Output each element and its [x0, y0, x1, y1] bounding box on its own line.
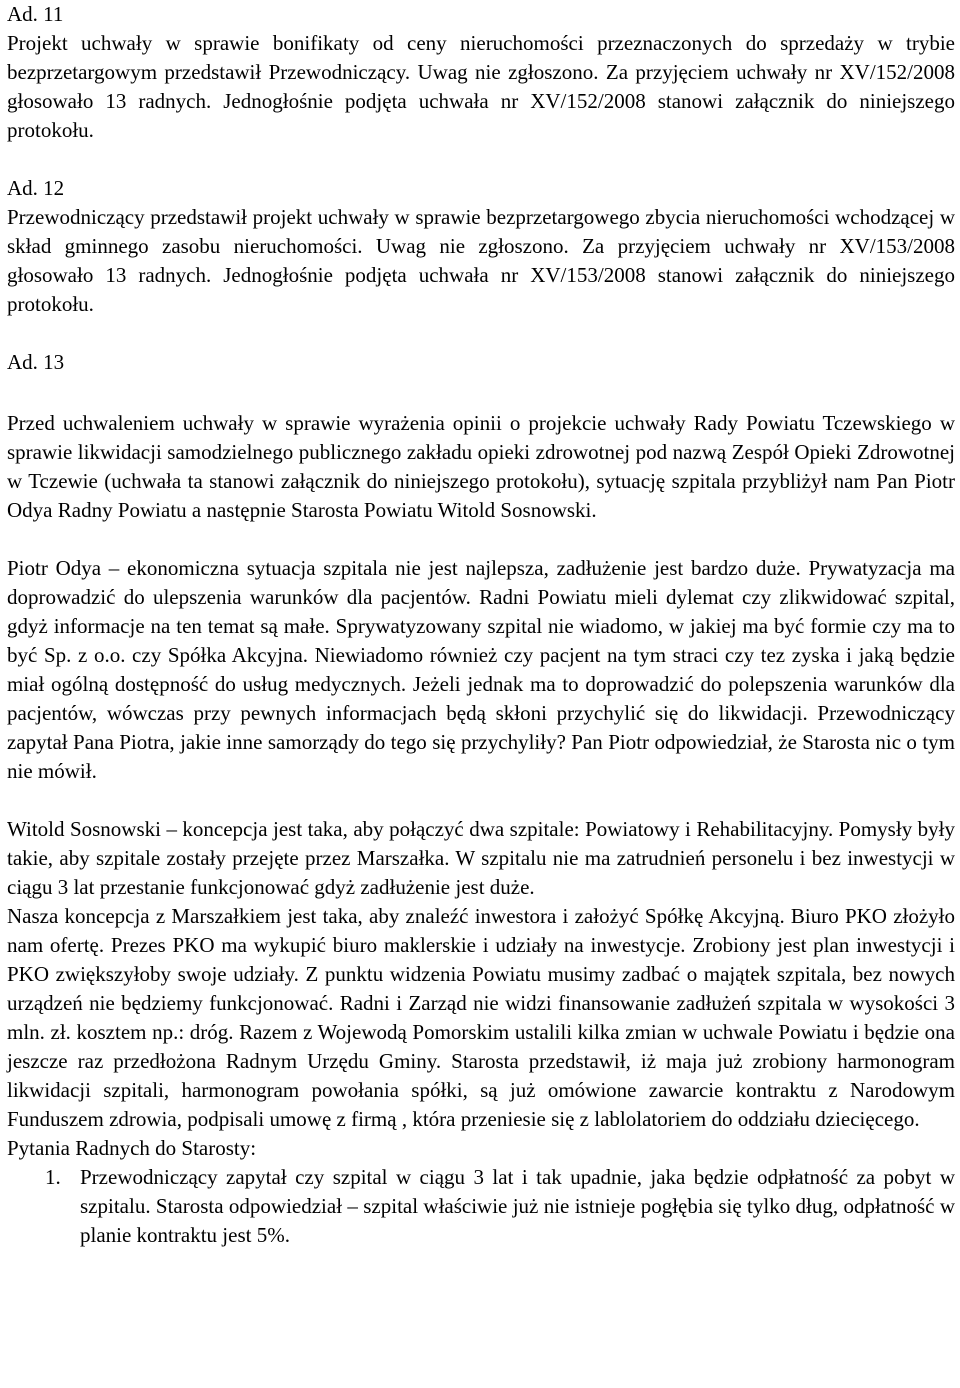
list-item [7, 1163, 955, 1250]
section-heading-ad11: Ad. 11 [7, 2, 64, 26]
questions-list [7, 1163, 955, 1250]
paragraph-ad13-intro: Przed uchwaleniem uchwały w sprawie wyrażenia opinii o projekcie uchwały Rady Powiatu Tczewskiego w sprawie likwidacji samodzielnego publicznego zakładu opieki zdrowotnej pod nazwą Zespół Opieki Zdrowotnej w Tczewie (uchwała ta stanowi załącznik do niniejszego protokołu), sytuację szpitala przybliżył nam Pan Piotr Odya Radny Powiatu a następnie Starosta Powiatu Witold Sosnowski. [7, 411, 955, 522]
paragraph-ad11: Projekt uchwały w sprawie bonifikaty od ceny nieruchomości przeznaczonych do sprzedaży w trybie bezprzetargowym przedstawił Przewodniczący. Uwag nie zgłoszono. Za przyjęciem uchwały nr XV/152/2008 głosowało 13 radnych. Jednogłośnie podjęta uchwała nr XV/152/2008 stanowi załącznik do niniejszego protokołu. [7, 31, 955, 142]
spacer [7, 145, 955, 174]
paragraph-ad12: Przewodniczący przedstawił projekt uchwały w sprawie bezprzetargowego zbycia nieruchomości wchodzącej w skład gminnego zasobu nieruchomości. Uwag nie zgłoszono. Za przyjęciem uchwały nr XV/153/2008 głosowało 13 radnych. Jednogłośnie podjęta uchwała nr XV/153/2008 stanowi załącznik do niniejszego protokołu. [7, 205, 955, 316]
spacer [7, 786, 955, 815]
list-item-number: 1. [45, 1165, 61, 1189]
spacer [7, 377, 955, 409]
spacer [7, 319, 955, 348]
paragraph-sosnowski-statement-2: Nasza koncepcja z Marszałkiem jest taka, aby znaleźć inwestora i założyć Spółkę Akcyjną. Biuro PKO złożyło nam ofertę. Prezes PKO ma wykupić biuro maklerskie i udziały na inwestycje. Zrobiony jest plan inwestycji i PKO zwiększyłoby swoje udziały. Z punktu widzenia Powiatu musimy zadbać o majątek szpitala, bez nowych urządzeń nie będziemy funkcjonować. Radni i Zarząd nie widzi finansowanie zadłużeń szpitala w wysokości 3 mln. zł. kosztem np.: dróg. Razem z Wojewodą Pomorskim ustalili kilka zmian w uchwale Powiatu i będzie ona jeszcze raz przedłożona Radnym Urzędu Gminy. Starosta przedstawił, iż maja już zrobiony harmonogram likwidacji szpitali, harmonogram powołania spółki, są już omówione zawarcie kontraktu z Narodowym Funduszem zdrowia, podpisali umowę z firmą , która przeniesie się z lablolatoriem do oddziału dziecięcego. [7, 904, 955, 1131]
paragraph-odya-statement: Piotr Odya – ekonomiczna sytuacja szpitala nie jest najlepsza, zadłużenie jest bardzo duże. Prywatyzacja ma doprowadzić do ulepszenia warunków dla pacjentów. Radni Powiatu mieli dylemat czy zlikwidować szpital, gdyż informacje na ten temat są małe. Sprywatyzowany szpital nie wiadomo, w jakiej ma być formie czy ma to być Sp. z o.o. czy Spółka Akcyjna. Niewiadomo również czy pacjent na tym straci czy tez zyska i jaką będzie miał ogólną dostępność do usług medycznych. Jeżeli jednak ma to doprowadzić do polepszenia warunków dla pacjentów, wówczas przy pewnych informacjach będą skłoni przychylić się do likwidacji. Przewodniczący zapytał Pana Piotra, jakie inne samorządy do tego się przychyliły? Pan Piotr odpowiedział, że Starosta nic o tym nie mówił. [7, 556, 955, 783]
document-page [7, 0, 955, 1250]
section-heading-ad13: Ad. 13 [7, 350, 65, 374]
list-item-text: Przewodniczący zapytał czy szpital w ciągu 3 lat i tak upadnie, jaka będzie odpłatność za pobyt w szpitalu. Starosta odpowiedział – szpital właściwie już nie istnieje pogłębia się tylko dług, odpłatność w planie kontraktu jest 5%. [80, 1165, 955, 1247]
section-heading-ad12: Ad. 12 [7, 176, 65, 200]
spacer [7, 525, 955, 554]
paragraph-sosnowski-statement-1: Witold Sosnowski – koncepcja jest taka, aby połączyć dwa szpitale: Powiatowy i Rehabilitacyjny. Pomysły były takie, aby szpitale zostały przejęte przez Marszałka. W szpitalu nie ma zatrudnień personelu i bez inwestycji w ciągu 3 lat przestanie funkcjonować gdyż zadłużenie jest duże. [7, 817, 955, 899]
questions-heading: Pytania Radnych do Starosty: [7, 1136, 257, 1160]
